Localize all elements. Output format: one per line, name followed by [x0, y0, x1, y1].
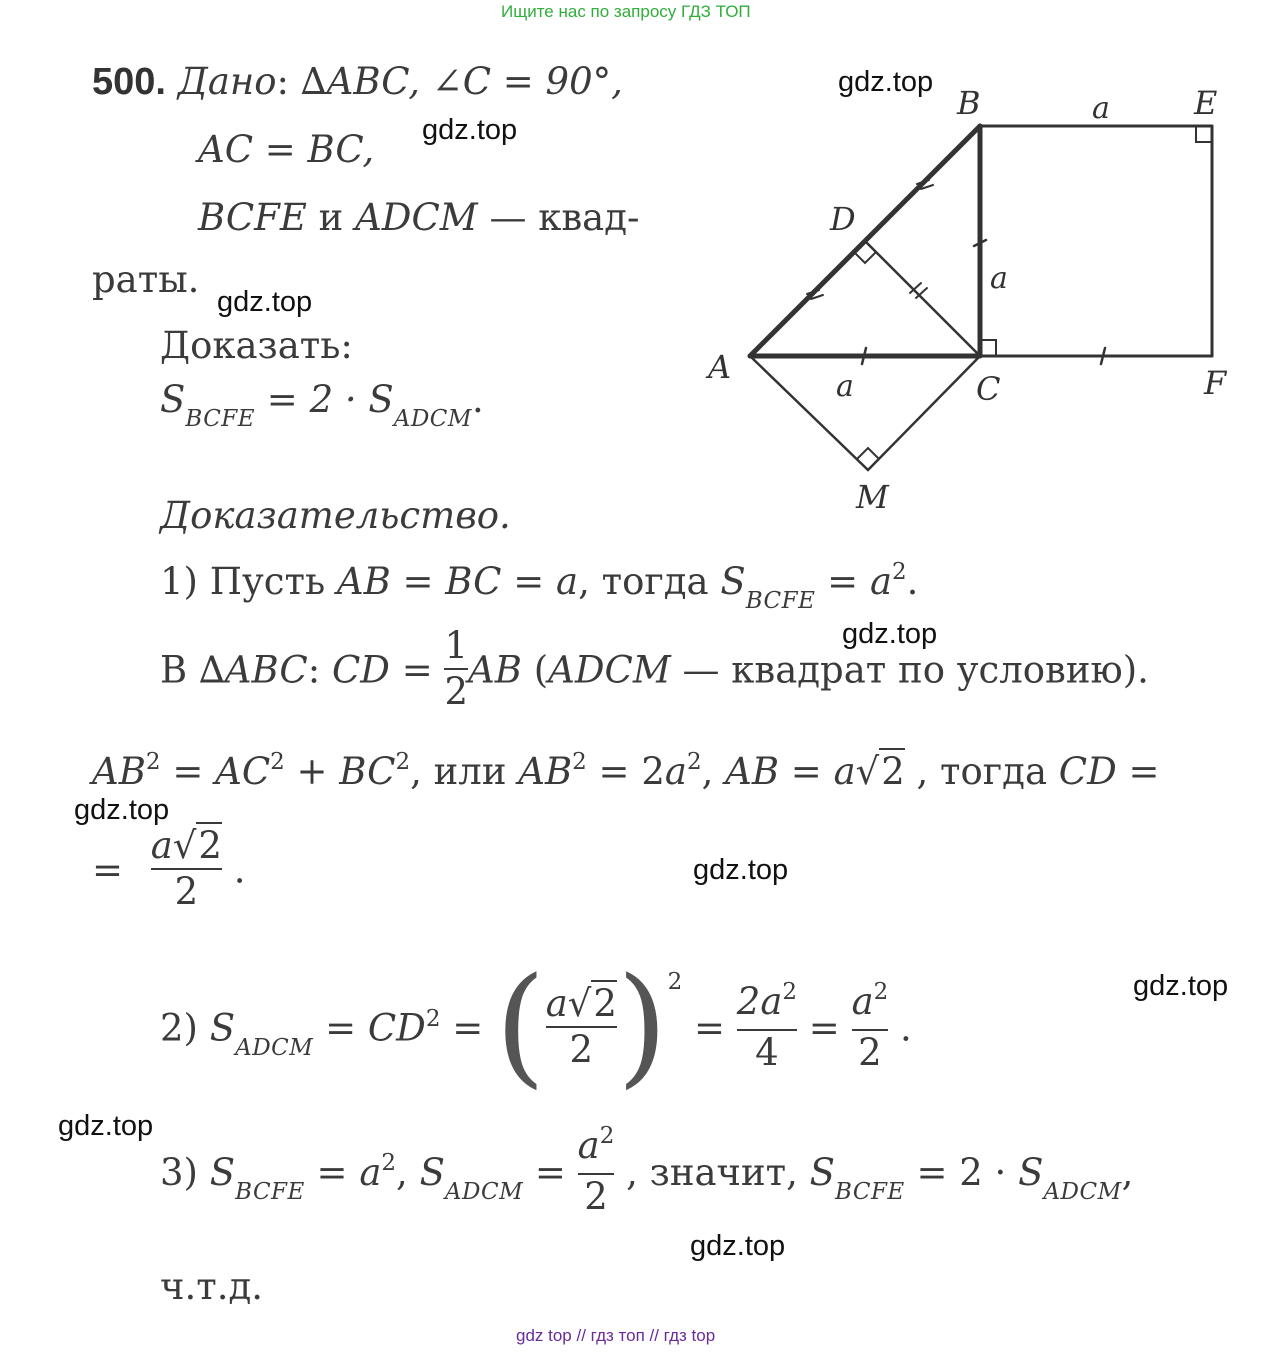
- proof-label: Доказательство.: [160, 494, 511, 537]
- proof-line3: $AB^2 = AC^2 + BC^2$, или $AB^2 = 2a^2$, AB = a√2 , тогда CD =: [92, 749, 1160, 793]
- label-D: D: [830, 200, 856, 238]
- watermark: gdz.top: [1133, 970, 1229, 1002]
- fraction-a2-over-2: $\frac{a^2}{2}$: [851, 978, 889, 1074]
- label-A: A: [708, 348, 732, 386]
- segment-MC: [868, 356, 980, 470]
- given-line3: BCFE и ADCM — квад-: [198, 196, 640, 239]
- qed: ч.т.д.: [160, 1265, 263, 1308]
- problem-given-line1: 500. Дано: ∆ABC, ∠C = 90°,: [92, 60, 623, 103]
- watermark: gdz.top: [58, 1110, 154, 1142]
- fraction-a-root2-over-2: $\frac{a√2}{2}$: [150, 824, 222, 913]
- right-angle-M: [857, 448, 879, 459]
- label-M: M: [856, 478, 889, 516]
- watermark: gdz.top: [838, 66, 934, 98]
- fraction-2a2-over-4: $\frac{2a^2}{4}$: [736, 978, 798, 1074]
- geometry-figure: [690, 70, 1250, 530]
- watermark: gdz.top: [693, 854, 789, 886]
- watermark: gdz.top: [217, 286, 313, 318]
- proof-line4: = $\frac{a√2}{2}$ .: [92, 824, 246, 913]
- right-angle-D: [854, 252, 876, 263]
- side-label-a-right: a: [990, 261, 1008, 296]
- fraction-one-half: $\frac{1}{2}$: [444, 624, 469, 713]
- label-E: E: [1194, 84, 1218, 122]
- label-B: B: [957, 84, 981, 122]
- side-label-a-top: a: [1092, 91, 1110, 126]
- watermark: gdz.top: [690, 1230, 786, 1262]
- given-label: Дано: [177, 60, 277, 103]
- given-line1: ∆ABC, ∠C = 90°,: [300, 60, 623, 103]
- watermark: gdz.top: [842, 618, 938, 650]
- given-line2: AC = BC,: [198, 128, 375, 171]
- label-F: F: [1204, 364, 1227, 402]
- side-label-a-bottom: a: [836, 369, 854, 404]
- prove-label: Доказать:: [160, 324, 353, 367]
- segment-DC: [865, 241, 980, 356]
- prove-statement: $S_{BCFE} = 2 \cdot S_{ADCM}$.: [160, 378, 484, 432]
- fraction-a-root2-over-2-paren: $\frac{a√2}{2}$: [545, 982, 617, 1071]
- proof-step3: 3) $S_{BCFE} = a^2$, $S_{ADCM}$ = $\frac{a^2}{2}$ , значит, $S_{BCFE} = 2 \cdot S_{ADCM}$,: [160, 1123, 1134, 1218]
- fraction-a2-over-2-step3: $\frac{a^2}{2}$: [577, 1123, 615, 1218]
- watermark: gdz.top: [422, 114, 518, 146]
- problem-number: 500.: [92, 61, 166, 103]
- proof-step2: 2) $S_{ADCM} = CD^2$ = ( $\frac{a√2}{2}$ )$^2$ = $\frac{2a^2}{4}$ = $\frac{a^2}{2}$ .: [160, 949, 912, 1101]
- proof-line2: В ∆ABC: CD = $\frac{1}{2}$ AB (ADCM — квадрат по условию).: [160, 624, 1149, 713]
- watermark: gdz.top: [74, 794, 170, 826]
- label-C: C: [976, 370, 1001, 408]
- given-line4: раты.: [92, 258, 200, 301]
- footer-links[interactable]: gdz top // гдз топ // гдз top: [516, 1326, 716, 1345]
- proof-step1: 1) Пусть AB = BC = a, тогда $S_{BCFE} = a^2$.: [160, 559, 919, 614]
- top-banner[interactable]: Ищите нас по запросу ГДЗ ТОП: [501, 2, 751, 21]
- right-angle-E: [1196, 126, 1212, 142]
